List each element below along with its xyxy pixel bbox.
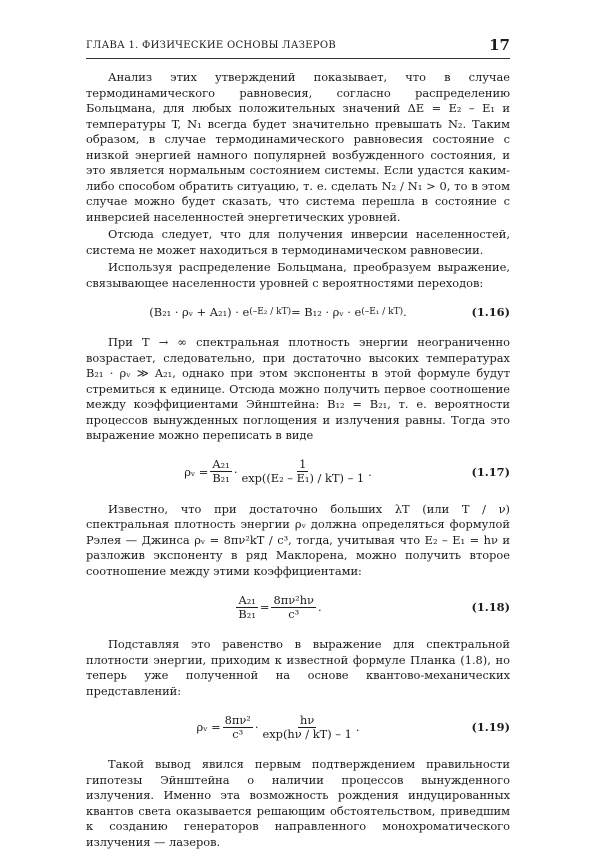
eq118-equals: =	[259, 600, 270, 614]
eq119-dot: ·	[254, 720, 259, 734]
eq116-left-exponent: (–E₂ / kT)	[249, 307, 292, 317]
eq117-frac1-numerator: A₂₁	[212, 457, 230, 471]
paragraph-1: Анализ этих утверждений показывает, что в случае термодинамического равновесия, согласно распределению Больцмана, для любых положительных значений ΔE = E₂ – E₁ и температуры T, N₁ всегда будет значительно превышать N₂. Таким образом, в случае термодинамического равновесия состояние с низкой энергией намного популярней возбужденного состояния, и это является нормальным состоянием системы. Если удастся каким-либо способом обратить ситуацию, т. е. сделать N₂ / N₁ > 0, то в этом случае можно будет сказать, что система перешла в состояние с инверсией населенностей энергетических уровней.	[86, 70, 510, 224]
paragraph-3: Используя распределение Больцмана, преобразуем выражение, связывающее населенности уровней с вероятностями переходов:	[86, 260, 510, 290]
eq116-right-exponent: (–E₁ / kT)	[361, 307, 404, 317]
page-header	[86, 38, 510, 59]
eq118-frac2-denominator: c³	[288, 606, 300, 621]
equation-1-17	[86, 450, 510, 494]
equation-1-16-formula	[86, 297, 470, 327]
eq118-fraction-2	[271, 594, 316, 621]
equation-1-19-formula	[86, 705, 470, 749]
page-body	[86, 70, 510, 852]
equation-number-1-18: (1.18)	[471, 600, 510, 614]
eq117-dot: ·	[233, 464, 238, 479]
eq119-frac2-denominator: exp(hν / kT) – 1	[262, 726, 352, 741]
eq117-frac2-denominator: exp((E₂ – E₁) / kT) – 1	[241, 471, 365, 485]
eq116-end: .	[403, 305, 407, 319]
eq117-fraction-1	[210, 458, 232, 485]
eq118-frac1-numerator: A₂₁	[238, 592, 256, 607]
equation-number-1-17: (1.17)	[471, 464, 510, 479]
eq118-fraction-1	[236, 594, 258, 621]
eq119-frac2-numerator: hν	[300, 712, 315, 727]
equation-1-19	[86, 705, 510, 749]
eq119-frac1-denominator: c³	[232, 726, 244, 741]
equation-1-18	[86, 585, 510, 629]
running-title: ГЛАВА 1. ФИЗИЧЕСКИЕ ОСНОВЫ ЛАЗЕРОВ	[86, 40, 337, 51]
paragraph-4: При T → ∞ спектральная плотность энергии неограниченно возрастает, следовательно, при достаточно высоких температурах B₂₁ · ρᵥ ≫ A₂₁, однако при этом экспоненты в этой формуле будут стремиться к единице. Отсюда можно получить первое соотношение между коэффициентами Эйнштейна: B₁₂ = B₂₁, т. е. вероятности процессов вынужденных поглощения и излучения равны. Тогда это выражение можно переписать в виде	[86, 335, 510, 442]
eq119-fraction-1	[223, 714, 253, 741]
eq116-left: (B₂₁ · ρᵥ + A₂₁) · e	[149, 305, 250, 319]
eq119-frac1-numerator: 8πν²	[224, 712, 251, 727]
paragraph-7: Такой вывод явился первым подтверждением правильности гипотезы Эйнштейна о наличии процессов вынужденного излучения. Именно эта возможность рождения индуцированных квантов света оказывается решающим обстоятельством, приведшим к созданию генераторов направленного монохроматического излучения — лазеров.	[86, 757, 510, 849]
eq119-end: .	[355, 720, 360, 734]
equation-number-1-19: (1.19)	[471, 720, 510, 734]
eq117-end: .	[368, 464, 372, 479]
eq117-fraction-2	[239, 458, 366, 485]
eq119-fraction-2	[260, 714, 353, 741]
eq119-lhs: ρᵥ =	[196, 720, 221, 734]
paragraph-5: Известно, что при достаточно больших λT (или T / ν) спектральная плотность энергии ρᵥ должна определяться формулой Рэлея — Джинса ρᵥ = 8πν²kT / c³, тогда, учитывая что E₂ – E₁ = hν и разложив экспоненту в ряд Маклорена, можно получить второе соотношение между этими коэффициентами:	[86, 501, 510, 578]
eq117-frac1-denominator: B₂₁	[212, 471, 230, 485]
equation-1-16	[86, 297, 510, 327]
equation-1-18-formula	[86, 585, 470, 629]
equation-1-17-formula	[86, 450, 470, 494]
page-number: 17	[489, 36, 510, 54]
eq116-middle: = B₁₂ · ρᵥ · e	[291, 305, 362, 319]
eq118-frac1-denominator: B₂₁	[238, 606, 256, 621]
eq118-end: .	[317, 600, 322, 614]
equation-number-1-16: (1.16)	[471, 305, 510, 319]
paragraph-6: Подставляя это равенство в выражение для спектральной плотности энергии, приходим к известной формуле Планка (1.8), но теперь уже полученной на основе квантово-механических представлений:	[86, 637, 510, 698]
paragraph-2: Отсюда следует, что для получения инверсии населенностей, система не может находиться в термодинамическом равновесии.	[86, 227, 510, 257]
eq118-frac2-numerator: 8πν²hν	[273, 592, 314, 607]
eq117-lhs: ρᵥ =	[184, 464, 209, 479]
eq117-frac2-numerator: 1	[299, 457, 307, 471]
